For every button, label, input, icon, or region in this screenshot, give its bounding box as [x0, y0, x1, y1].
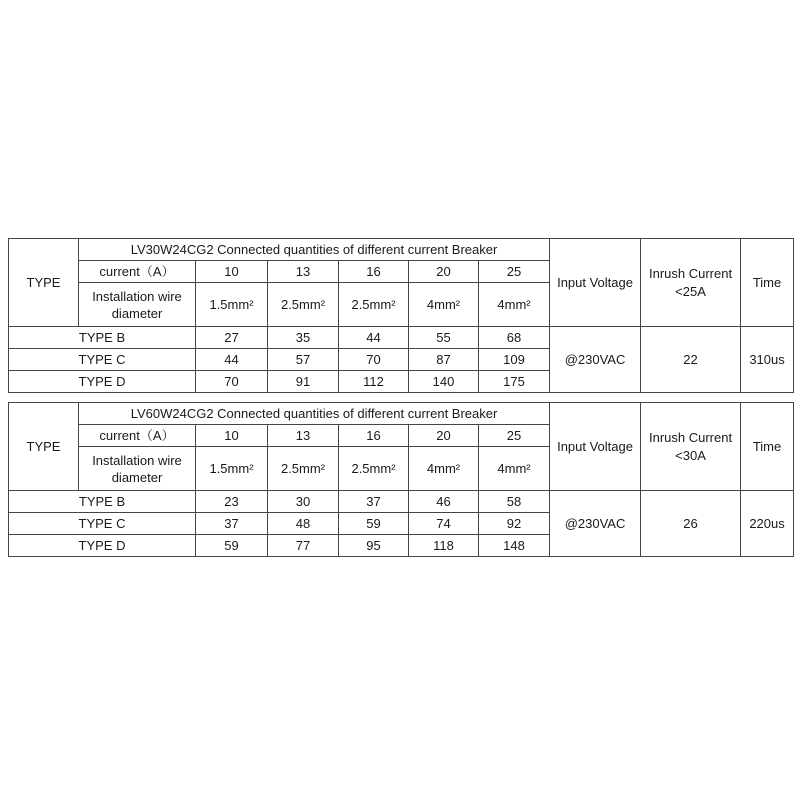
wire-diameter-value: 4mm²: [479, 283, 550, 327]
quantity-cell: 91: [268, 371, 339, 393]
wire-diameter-value: 2.5mm²: [339, 447, 409, 491]
current-value: 25: [479, 425, 550, 447]
quantity-cell: 68: [479, 327, 550, 349]
quantity-cell: 70: [339, 349, 409, 371]
quantity-cell: 87: [409, 349, 479, 371]
inrush-current-header: Inrush Current <25A: [641, 239, 741, 327]
input-voltage-header: Input Voltage: [550, 403, 641, 491]
wire-diameter-value: 2.5mm²: [268, 283, 339, 327]
current-value: 20: [409, 261, 479, 283]
time-header: Time: [741, 403, 794, 491]
breaker-type-label: TYPE B: [9, 491, 196, 513]
current-value: 20: [409, 425, 479, 447]
quantity-cell: 112: [339, 371, 409, 393]
wire-diameter-value: 2.5mm²: [339, 283, 409, 327]
quantity-cell: 46: [409, 491, 479, 513]
wire-diameter-label: Installation wire diameter: [79, 283, 196, 327]
breaker-type-label: TYPE C: [9, 513, 196, 535]
input-voltage-value: @230VAC: [550, 491, 641, 557]
quantity-cell: 55: [409, 327, 479, 349]
current-value: 13: [268, 425, 339, 447]
current-value: 16: [339, 425, 409, 447]
quantity-cell: 140: [409, 371, 479, 393]
breaker-table-lv30w24cg2: [8, 238, 794, 393]
input-voltage-value: @230VAC: [550, 327, 641, 393]
time-value: 220us: [741, 491, 794, 557]
time-value: 310us: [741, 327, 794, 393]
quantity-cell: 109: [479, 349, 550, 371]
quantity-cell: 44: [196, 349, 268, 371]
current-value: 25: [479, 261, 550, 283]
quantity-cell: 37: [196, 513, 268, 535]
quantity-cell: 37: [339, 491, 409, 513]
time-header: Time: [741, 239, 794, 327]
table-title: LV60W24CG2 Connected quantities of different current Breaker: [79, 403, 550, 425]
inrush-current-header: Inrush Current <30A: [641, 403, 741, 491]
quantity-cell: 57: [268, 349, 339, 371]
breaker-table-lv60w24cg2: [8, 402, 794, 557]
wire-diameter-value: 4mm²: [409, 283, 479, 327]
table-title: LV30W24CG2 Connected quantities of different current Breaker: [79, 239, 550, 261]
quantity-cell: 74: [409, 513, 479, 535]
table-row: [9, 491, 794, 513]
wire-diameter-value: 1.5mm²: [196, 447, 268, 491]
breaker-type-label: TYPE B: [9, 327, 196, 349]
current-label: current（A）: [79, 425, 196, 447]
wire-diameter-label: Installation wire diameter: [79, 447, 196, 491]
quantity-cell: 48: [268, 513, 339, 535]
quantity-cell: 95: [339, 535, 409, 557]
quantity-cell: 44: [339, 327, 409, 349]
current-value: 10: [196, 425, 268, 447]
quantity-cell: 118: [409, 535, 479, 557]
wire-diameter-value: 4mm²: [479, 447, 550, 491]
wire-diameter-value: 2.5mm²: [268, 447, 339, 491]
current-value: 13: [268, 261, 339, 283]
quantity-cell: 59: [196, 535, 268, 557]
current-value: 16: [339, 261, 409, 283]
type-header: TYPE: [9, 403, 79, 491]
quantity-cell: 58: [479, 491, 550, 513]
type-header: TYPE: [9, 239, 79, 327]
wire-diameter-value: 1.5mm²: [196, 283, 268, 327]
breaker-type-label: TYPE C: [9, 349, 196, 371]
quantity-cell: 23: [196, 491, 268, 513]
quantity-cell: 175: [479, 371, 550, 393]
quantity-cell: 92: [479, 513, 550, 535]
input-voltage-header: Input Voltage: [550, 239, 641, 327]
quantity-cell: 30: [268, 491, 339, 513]
quantity-cell: 148: [479, 535, 550, 557]
quantity-cell: 70: [196, 371, 268, 393]
current-label: current（A）: [79, 261, 196, 283]
current-value: 10: [196, 261, 268, 283]
breaker-type-label: TYPE D: [9, 371, 196, 393]
inrush-current-value: 26: [641, 491, 741, 557]
quantity-cell: 27: [196, 327, 268, 349]
quantity-cell: 35: [268, 327, 339, 349]
table-row: [9, 327, 794, 349]
quantity-cell: 77: [268, 535, 339, 557]
breaker-type-label: TYPE D: [9, 535, 196, 557]
inrush-current-value: 22: [641, 327, 741, 393]
wire-diameter-value: 4mm²: [409, 447, 479, 491]
quantity-cell: 59: [339, 513, 409, 535]
